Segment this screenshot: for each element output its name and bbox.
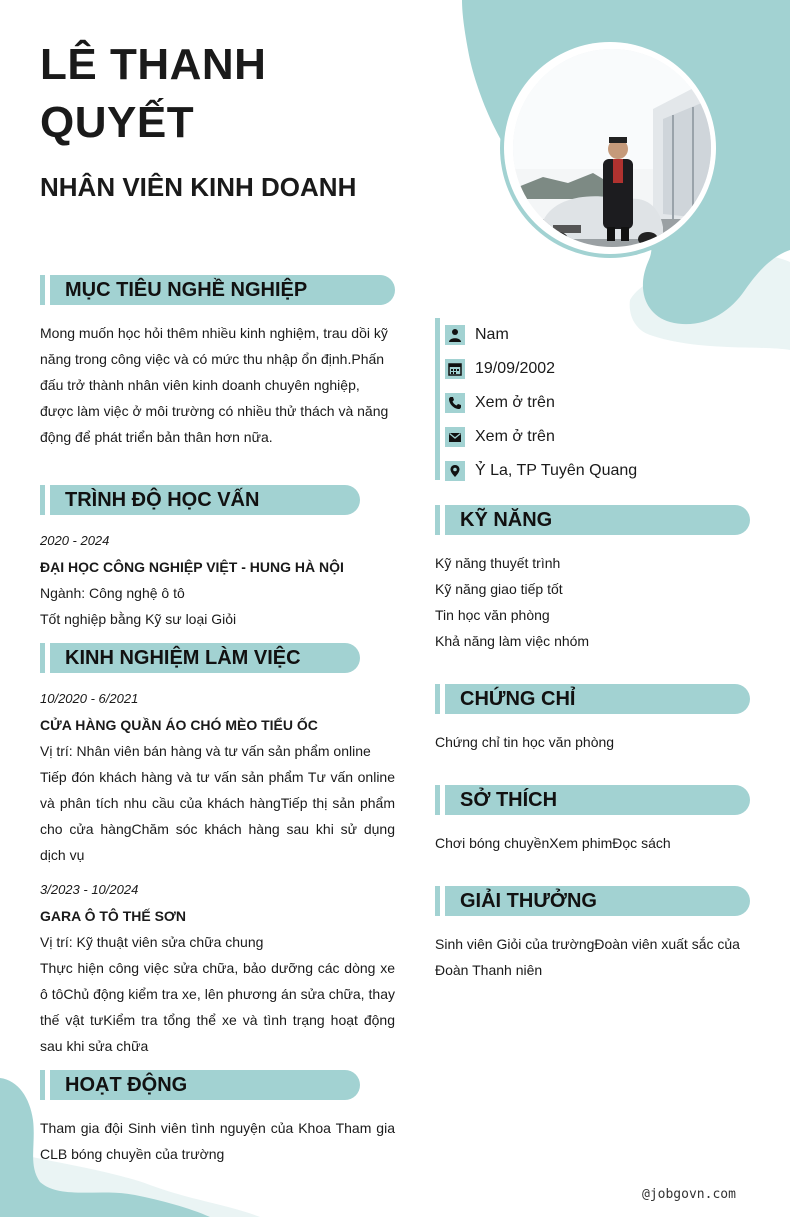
contact-email-value: Xem ở trên xyxy=(475,428,555,445)
awards-heading xyxy=(435,886,750,916)
job-position: Vị trí: Nhân viên bán hàng và tư vấn sản phẩm online xyxy=(40,743,371,759)
education-heading-label: TRÌNH ĐỘ HỌC VẤN xyxy=(65,489,260,511)
calendar-icon xyxy=(445,359,465,379)
candidate-name xyxy=(40,36,440,152)
hobbies-text: Chơi bóng chuyềnXem phimĐọc sách xyxy=(435,835,671,851)
profile-photo-image xyxy=(513,49,711,247)
certificates-text: Chứng chỉ tin học văn phòng xyxy=(435,734,615,750)
contact-phone-value: Xem ở trên xyxy=(475,394,555,411)
job-description: Tiếp đón khách hàng và tư vấn sản phẩm Tư vấn online và phân tích nhu cầu của khách hàngTiếp thị sản phẩm cho cửa hàngChăm sóc khách hàng sau khi sử dụng dịch vụ xyxy=(40,769,395,863)
experience-heading-label: KINH NGHIỆM LÀM VIỆC xyxy=(65,647,301,669)
contact-address xyxy=(445,454,637,488)
candidate-name-line1: LÊ THANH xyxy=(40,40,267,89)
activities-heading xyxy=(40,1070,360,1100)
job-period: 10/2020 - 6/2021 xyxy=(40,691,139,706)
person-icon xyxy=(445,325,465,345)
objective-heading-label: MỤC TIÊU NGHỀ NGHIỆP xyxy=(65,279,308,301)
education-major: Ngành: Công nghệ ô tô xyxy=(40,585,185,601)
experience-job-2 xyxy=(40,877,395,1059)
contact-email xyxy=(445,420,555,454)
contact-gender xyxy=(445,318,509,352)
list-item: Kỹ năng giao tiếp tốt xyxy=(435,581,563,597)
contact-gender-value: Nam xyxy=(475,326,509,343)
skills-list xyxy=(435,550,750,654)
skills-heading-label: KỸ NĂNG xyxy=(460,509,553,531)
contact-info xyxy=(435,318,755,480)
awards-heading-label: GIẢI THƯỞNG xyxy=(460,890,597,912)
education-block xyxy=(40,528,400,632)
job-company: CỬA HÀNG QUẦN ÁO CHÓ MÈO TIỂU ỐC xyxy=(40,717,318,733)
phone-icon xyxy=(445,393,465,413)
skills-heading xyxy=(435,505,750,535)
contact-birthdate-value: 19/09/2002 xyxy=(475,360,556,377)
education-school: ĐẠI HỌC CÔNG NGHIỆP VIỆT - HUNG HÀ NỘI xyxy=(40,559,344,575)
contact-address-value: Ỷ La, TP Tuyên Quang xyxy=(475,462,638,479)
hobbies-heading xyxy=(435,785,750,815)
list-item: Khả năng làm việc nhóm xyxy=(435,633,590,649)
hobbies-heading-label: SỞ THÍCH xyxy=(460,789,558,811)
contact-phone xyxy=(445,386,555,420)
candidate-name-line2: QUYẾT xyxy=(40,98,195,147)
contact-birthdate xyxy=(445,352,555,386)
list-item: Kỹ năng thuyết trình xyxy=(435,555,561,571)
mail-icon xyxy=(445,427,465,447)
job-period: 3/2023 - 10/2024 xyxy=(40,882,139,897)
job-position: Vị trí: Kỹ thuật viên sửa chữa chung xyxy=(40,934,264,950)
location-pin-icon xyxy=(445,461,465,481)
job-description: Thực hiện công việc sửa chữa, bảo dưỡng các dòng xe ô tôChủ động kiểm tra xe, lên phương án sửa chữa, thay thế vật tưKiểm tra tổng thể xe và tình trạng hoạt động sau khi sửa chữa xyxy=(40,960,395,1054)
job-company: GARA Ô TÔ THẾ SƠN xyxy=(40,908,186,924)
objective-text: Mong muốn học hỏi thêm nhiều kinh nghiệm, trau dồi kỹ năng trong công việc và có mức thu nhập ổn định.Phấn đấu trở thành nhân viên kinh doanh chuyên nghiệp, được làm việc ở môi trường có nhiều thử thách và năng động để phát triển bản thân hơn nữa. xyxy=(40,325,389,445)
contact-accent-line xyxy=(435,318,440,480)
experience-job-1 xyxy=(40,686,395,868)
job-title: NHÂN VIÊN KINH DOANH xyxy=(40,172,357,202)
experience-heading xyxy=(40,643,360,673)
watermark: @jobgovn.com xyxy=(642,1187,736,1202)
activities-heading-label: HOẠT ĐỘNG xyxy=(65,1074,188,1096)
certificates-heading xyxy=(435,684,750,714)
profile-photo xyxy=(513,49,711,247)
education-period: 2020 - 2024 xyxy=(40,533,110,548)
list-item: Tin học văn phòng xyxy=(435,607,550,623)
education-heading xyxy=(40,485,360,515)
certificates-heading-label: CHỨNG CHỈ xyxy=(460,688,576,710)
education-result: Tốt nghiệp bằng Kỹ sư loại Giỏi xyxy=(40,611,237,627)
activities-text: Tham gia đội Sinh viên tình nguyện của Khoa Tham gia CLB bóng chuyền của trường xyxy=(40,1120,395,1162)
objective-heading xyxy=(40,275,395,305)
awards-text: Sinh viên Giỏi của trườngĐoàn viên xuất sắc của Đoàn Thanh niên xyxy=(435,936,740,978)
